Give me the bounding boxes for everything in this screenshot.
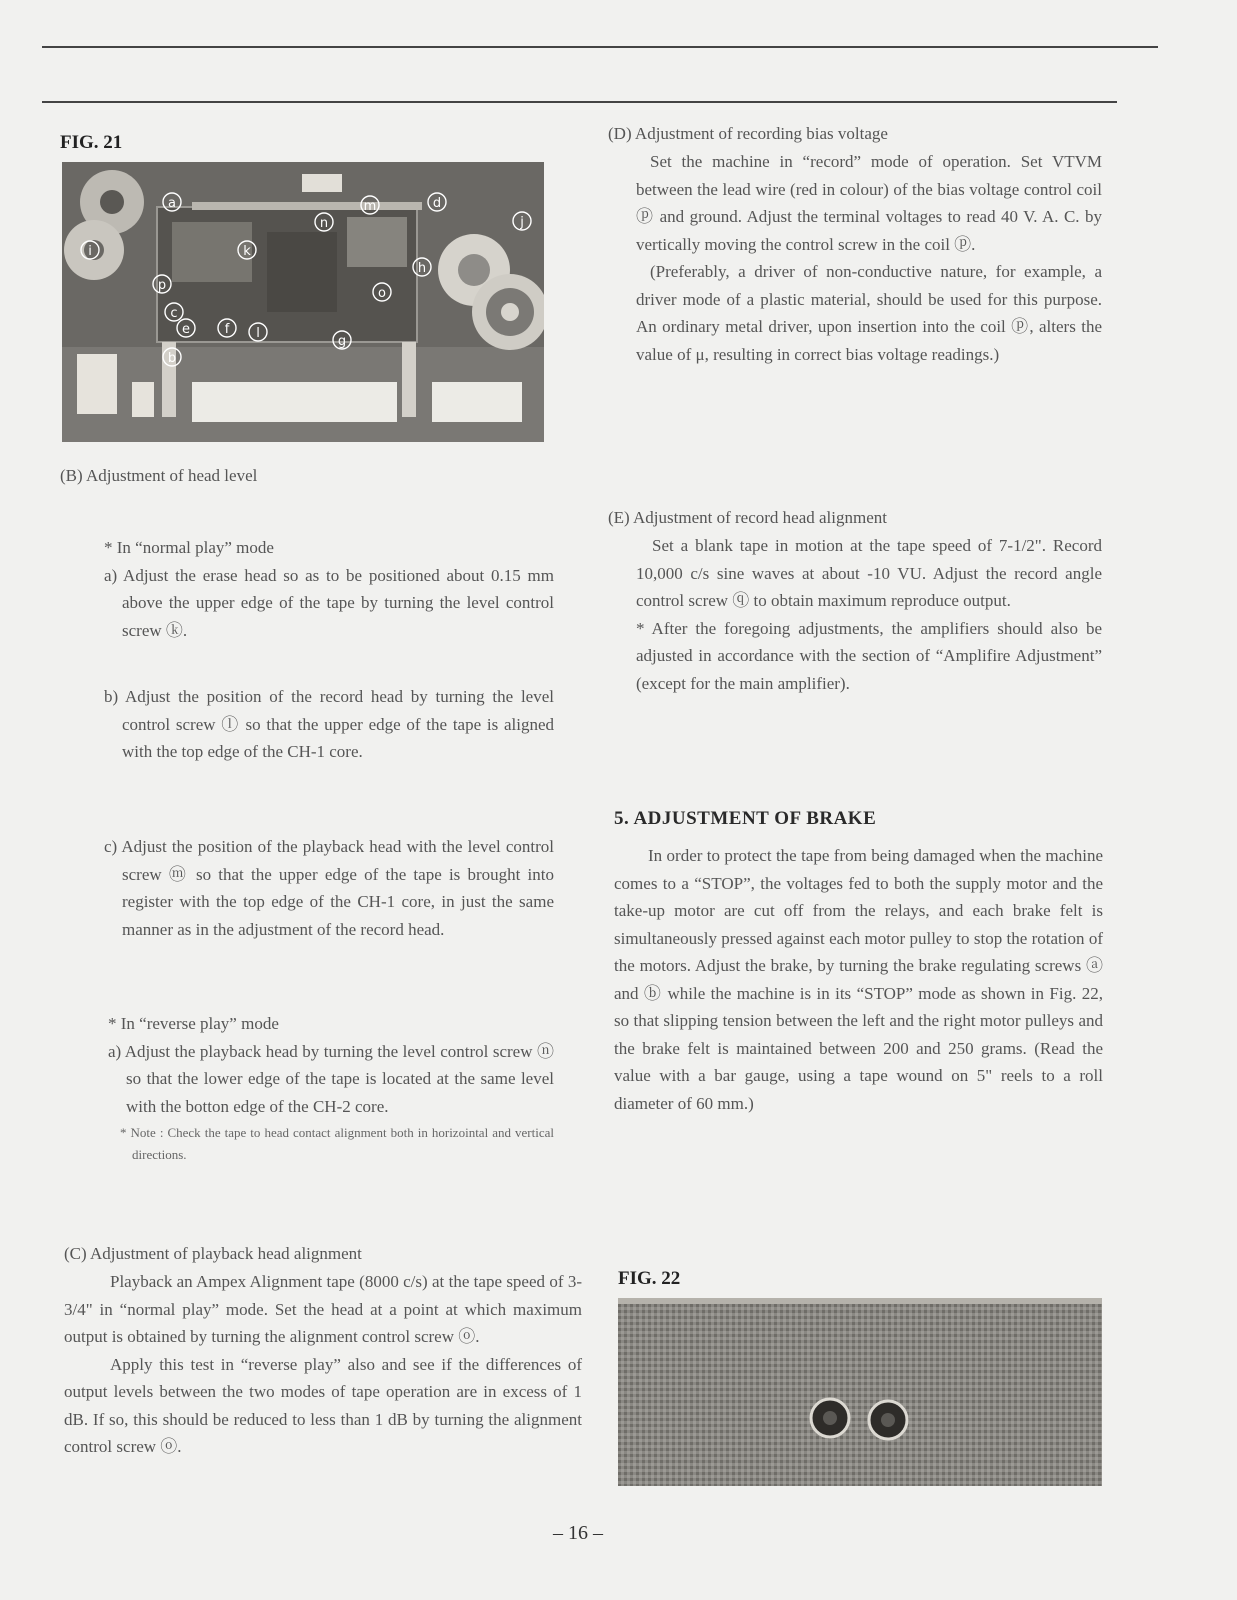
svg-text:d: d bbox=[432, 196, 442, 211]
second-rule bbox=[42, 101, 1117, 103]
svg-text:j: j bbox=[520, 215, 524, 230]
section-e-heading: (E) Adjustment of record head alignment bbox=[608, 508, 887, 527]
svg-text:i: i bbox=[88, 244, 92, 259]
svg-text:m: m bbox=[363, 199, 377, 214]
step-c-text: c) Adjust the position of the playback head with the level control screw ⓜ so that the upper edge of the tape is brought into register with the top edge of the CH-1 core, in just the same manner as in the adjustment of the record head. bbox=[104, 837, 554, 939]
svg-text:c: c bbox=[170, 306, 178, 321]
section-c-para1: Playback an Ampex Alignment tape (8000 c/s) at the tape speed of 3-3/4" in “normal play” mode. Set the head at a point at which maximum output is obtained by turning the alignment control screw ⓞ. bbox=[64, 1272, 582, 1346]
section-c-block bbox=[64, 1240, 582, 1461]
normal-mode-label: * In “normal play” mode bbox=[104, 538, 274, 557]
top-rule bbox=[42, 46, 1158, 48]
svg-text:f: f bbox=[224, 322, 230, 337]
fig22-label: FIG. 22 bbox=[618, 1268, 681, 1289]
step-c-block bbox=[104, 833, 554, 943]
section-d-para1: Set the machine in “record” mode of operation. Set VTVM between the lead wire (red in colour) of the bias voltage control coil ⓟ and ground. Adjust the terminal voltages to read 40 V. A. C. by vertically moving the control screw in the coil ⓟ. bbox=[636, 152, 1102, 254]
section-d-heading: (D) Adjustment of recording bias voltage bbox=[608, 124, 888, 143]
svg-text:b: b bbox=[167, 351, 177, 366]
section-d-block bbox=[608, 120, 1102, 368]
reverse-mode-block bbox=[108, 1010, 554, 1166]
step-b-text: b) Adjust the position of the record head by turning the level control screw ⓛ so that the upper edge of the tape is aligned with the top edge of the CH-1 core. bbox=[104, 687, 554, 761]
tape-deck-mechanism-image bbox=[62, 162, 544, 442]
svg-text:p: p bbox=[157, 278, 167, 293]
section-d-para2: (Preferably, a driver of non-conductive nature, for example, a driver mode of a plastic material, should be used for this purpose. An ordinary metal driver, upon insertion into the coil ⓟ, alters the value of μ, resulting in correct bias voltage readings.) bbox=[636, 262, 1102, 364]
fig21-label: FIG. 21 bbox=[60, 132, 123, 153]
reverse-mode-label: * In “reverse play” mode bbox=[108, 1014, 279, 1033]
reverse-step-a-text: a) Adjust the playback head by turning the level control screw ⓝ so that the lower edge of the tape is located at the same level with the botton edge of the CH-2 core. bbox=[108, 1041, 554, 1116]
normal-mode-block bbox=[104, 534, 554, 644]
step-b-block bbox=[104, 683, 554, 766]
svg-text:k: k bbox=[243, 244, 251, 259]
brake-section bbox=[614, 808, 1103, 1117]
page-number: – 16 – bbox=[553, 1522, 603, 1544]
svg-text:g: g bbox=[337, 334, 347, 349]
svg-text:l: l bbox=[256, 326, 260, 341]
section-e-para1: Set a blank tape in motion at the tape speed of 7-1/2". Record 10,000 c/s sine waves at about -10 VU. Adjust the record angle control screw ⓠ to obtain maximum reproduce output. bbox=[636, 536, 1102, 610]
section-e-para2: * After the foregoing adjustments, the amplifiers should also be adjusted in accordance with the section of “Amplifire Adjustment” (except for the main amplifier). bbox=[636, 618, 1102, 693]
brake-section-title: 5. ADJUSTMENT OF BRAKE bbox=[614, 808, 877, 829]
svg-text:e: e bbox=[182, 322, 190, 337]
section-b-heading: (B) Adjustment of head level bbox=[60, 466, 258, 485]
left-column bbox=[60, 462, 555, 490]
svg-text:h: h bbox=[417, 261, 427, 276]
step-a-text: a) Adjust the erase head so as to be positioned about 0.15 mm above the upper edge of the tape by turning the level control screw ⓚ. bbox=[104, 565, 554, 640]
brake-section-para: In order to protect the tape from being damaged when the machine comes to a “STOP”, the voltages fed to both the supply motor and the take-up motor are cut off from the relays, and each brake felt is simultaneously pressed against each motor pulley to stop the rotation of the motors. Adjust the brake, by turning the brake regulating screws ⓐ and ⓑ while the machine is in its “STOP” mode as shown in Fig. 22, so that slipping tension between the left and the right motor pulleys and the brake felt is maintained between 200 and 250 grams. (Read the value with a bar gauge, using a tape wound on 5" reels to a roll diameter of 60 mm.) bbox=[614, 846, 1103, 1113]
svg-text:n: n bbox=[319, 216, 329, 231]
section-e-block bbox=[608, 504, 1102, 697]
svg-text:o: o bbox=[378, 286, 386, 301]
section-c-heading: (C) Adjustment of playback head alignment bbox=[64, 1244, 362, 1263]
fig22-photo bbox=[618, 1298, 1102, 1486]
note-text: * Note : Check the tape to head contact alignment both in horizointal and vertical directions. bbox=[120, 1125, 554, 1162]
section-c-para2: Apply this test in “reverse play” also and see if the differences of output levels between the two modes of tape operation are in excess of 1 dB. If so, this should be reduced to less than 1 dB by turning the alignment control screw ⓞ. bbox=[64, 1354, 582, 1456]
speaker-grille-image bbox=[618, 1298, 1102, 1486]
fig21-photo bbox=[62, 162, 544, 442]
callout-a: a bbox=[168, 196, 176, 211]
